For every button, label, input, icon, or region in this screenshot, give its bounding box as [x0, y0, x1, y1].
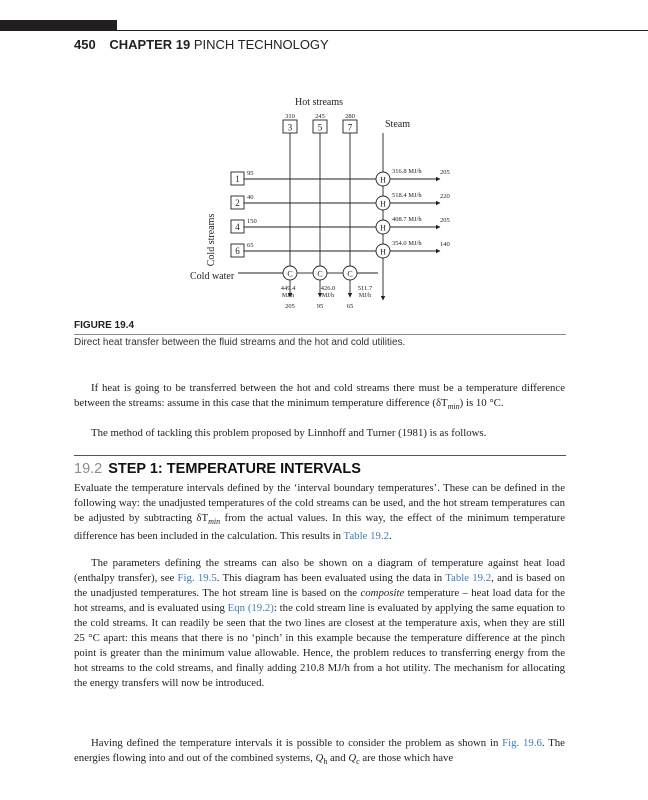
heater-duty: 518.4 MJ/h	[392, 192, 422, 199]
hot-stream-id: 3	[287, 122, 293, 133]
section-number: 19.2	[74, 461, 103, 477]
table-19-2-link[interactable]: Table 19.2	[343, 530, 389, 543]
hot-stream-temp-out: 65	[346, 303, 354, 310]
cooler-symbol: C	[347, 269, 353, 279]
cooler-duty: 426.0	[320, 285, 336, 292]
heater-duty: 354.0 MJ/h	[392, 240, 422, 247]
cold-stream-temp-out: 205	[440, 217, 450, 224]
cold-stream-temp-out: 140	[440, 241, 450, 248]
cooler-duty-unit: MJ/h	[321, 293, 335, 299]
cold-stream-2	[231, 192, 450, 210]
heater-duty: 408.7 MJ/h	[392, 216, 422, 223]
fig-19-6-link[interactable]: Fig. 19.6	[502, 737, 542, 749]
cooler-duty: 449.4	[280, 285, 296, 292]
heater-symbol: H	[380, 175, 386, 185]
cold-stream-temp-in: 40	[247, 194, 254, 201]
cold-stream-id: 4	[235, 222, 240, 232]
heater-symbol: H	[380, 199, 386, 209]
hot-stream-temp-in: 245	[315, 113, 325, 120]
cold-stream-temp-in: 95	[247, 170, 254, 177]
paragraph-1: If heat is going to be transferred between the hot and cold streams there must be a temperature difference between the streams: assume in this case that the minimum temperature difference $(\delta T_{min})$ is 10 °C.	[74, 382, 565, 412]
figure-caption: Direct heat transfer between the fluid streams and the hot and cold utilities.	[74, 337, 406, 348]
paragraph-4: The parameters defining the streams can also be shown on a diagram of temperature against heat load (enthalpy transfer), see Fig. 19.5. This diagram has been evaluated using the data in Table 19.2, and is based on the unadjusted temperatures. The hot stream line is based on the composite temperature – heat load data for the hot streams, and is evaluated using Eqn (19.2): the cold stream line is evaluated by applying the same equation to the cold streams. It can readily be seen that the two lines are closest at the temperature axis, when they are still 25 °C apart: this means that there is no ‘pinch’ in this example because the temperature difference at the pinch point is greater than the minimum value allowable. Hence, the problem reduces to transferring energy from the hot streams to the cold streams, and finally adding 210.8 MJ/h from a hot utility. The mechanism for allocating the energy transfers will now be introduced.	[74, 557, 565, 689]
cold-stream-4	[231, 216, 450, 234]
hot-stream-id: 5	[317, 122, 323, 133]
cooler-symbol: C	[287, 269, 293, 279]
cold-stream-temp-out: 205	[440, 169, 450, 176]
chapter-label: CHAPTER 19	[109, 37, 191, 52]
cold-stream-temp-in: 65	[247, 242, 254, 249]
eqn-19-2-link[interactable]: Eqn (19.2)	[227, 602, 274, 614]
page-number: 450	[74, 37, 96, 52]
hot-stream-id: 7	[347, 122, 353, 133]
paragraph-2: The method of tackling this problem proposed by Linnhoff and Turner (1981) is as follows.	[91, 427, 487, 439]
heater-duty: 316.8 MJ/h	[392, 168, 422, 175]
hot-stream-7	[343, 113, 373, 310]
cold-stream-1	[231, 168, 450, 186]
cooler-duty-unit: MJ/h	[281, 293, 295, 299]
cooler-duty-unit: MJ/h	[358, 293, 372, 299]
figure-caption-rule	[74, 334, 566, 335]
cold-stream-temp-in: 150	[247, 218, 257, 225]
cold-stream-id: 1	[235, 174, 240, 184]
table-19-2-link[interactable]: Table 19.2	[445, 572, 492, 584]
paragraph-3: Evaluate the temperature intervals defined by the ‘interval boundary temperatures’. These can be defined in the following way: the unadjusted temperatures of the cold streams can be used, and the hot stream temperatures can be adjusted by subtracting $\delta T_{min}$ from the actual values. In this way, the effect of the minimum temperature difference has been included in the calculation. This results in Table 19.2.	[74, 482, 565, 543]
section-rule	[74, 455, 566, 456]
hot-stream-temp-in: 280	[345, 113, 355, 120]
figure-19-4	[0, 90, 648, 320]
hot-streams-title: Hot streams	[294, 97, 344, 108]
cold-streams-label: Cold streams	[206, 213, 217, 267]
steam-label: Steam	[385, 119, 410, 130]
cooler-symbol: C	[317, 269, 323, 279]
hot-stream-3	[281, 113, 297, 310]
section-title: STEP 1: TEMPERATURE INTERVALS	[108, 461, 361, 477]
chapter-title: PINCH TECHNOLOGY	[193, 37, 329, 52]
cold-stream-id: 6	[235, 246, 240, 256]
heater-symbol: H	[380, 223, 386, 233]
heater-symbol: H	[380, 247, 386, 257]
cold-stream-id: 2	[235, 198, 240, 208]
figure-label: FIGURE 19.4	[74, 320, 135, 331]
header-bar	[0, 20, 117, 31]
hot-stream-temp-in: 310	[285, 113, 295, 120]
hot-stream-temp-out: 205	[285, 303, 295, 310]
cold-water-label: Cold water	[190, 271, 235, 282]
cold-water-line	[238, 266, 378, 280]
cooler-duty: 511.7	[357, 285, 373, 292]
hot-stream-temp-out: 95	[316, 303, 324, 310]
hot-stream-5	[313, 113, 335, 310]
stream-network-diagram	[0, 90, 648, 320]
cold-stream-temp-out: 220	[440, 193, 450, 200]
paragraph-5: Having defined the temperature intervals it is possible to consider the problem as shown in Fig. 19.6. The energies flowing into and out of the combined systems, $Q_h$ and $Q_c$ are those which have	[74, 737, 565, 767]
cold-stream-6	[231, 240, 450, 258]
section-heading	[74, 461, 361, 477]
running-head	[74, 37, 329, 52]
header-rule	[117, 30, 648, 31]
fig-19-5-link[interactable]: Fig. 19.5	[177, 572, 217, 584]
